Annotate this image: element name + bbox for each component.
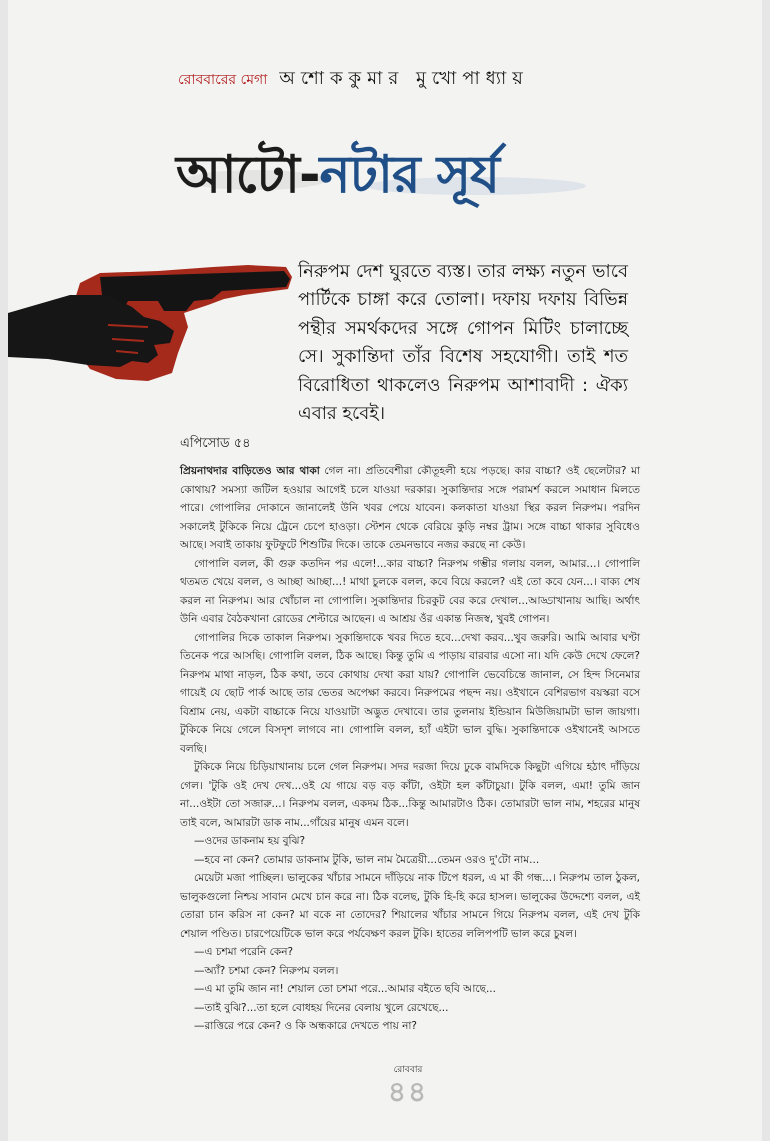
footer-magazine-name: রোববার (393, 1065, 423, 1075)
intro-paragraph: নিরুপম দেশ ঘুরতে ব্যস্ত। তার লক্ষ্য নতুন ভাবে পার্টিকে চাঙ্গা করে তোলা। দফায় দফায় বিভিন্ন পন্থীর সমর্থকদের সঙ্গে গোপন মিটিং চালাচ্ছে সে। সুকান্তিদা তাঁর বিশেষ সহযোগী। তাই শত বিরোধিতা থাকলেও নিরুপম আশাবাদী : ঐক্য এবার হবেই। (298, 261, 628, 425)
series-tag: রোববারের মেগা (178, 72, 268, 88)
story-title (176, 140, 616, 210)
author-name: অশোককুমার মুখোপাধ্যায় (279, 68, 529, 89)
dialogue-line: —তাই বুঝি?...তা হলে বোধহয় দিনের বেলায় খুলে রেখেছে... (194, 1001, 449, 1014)
body-paragraph: গোপালির দিকে তাকাল নিরুপম। সুকান্তিদাকে খবর দিতে হবে...দেখা করব...খুব জরুরি। আমি আবার ঘণ্টা তিনেক পরে আসছি। গোপালি বলল, ঠিক আছে। কিন্তু তুমি এ পাড়ায় বারবার এসো না। যদি কেউ দেখে ফেলে? নিরুপম মাথা নাড়ল, ঠিক কথা, তবে কোথায় দেখা করা যায়? গোপালি ভেবেচিন্তে জানাল, সে হিন্দ সিনেমার গায়েই যে ছোট পার্ক আছে তার ভেতর অপেক্ষা করবে। নিরুপমের পছন্দ নয়। ওইখানে বেশিরভাগ বয়স্করা বসে বিশ্রাম নেয়, একটা বাচ্চাকে নিয়ে যাওয়াটা অদ্ভুত দেখাবে। তার তুলনায় ইন্ডিয়ান মিউজিয়ামটা ভাল জায়গা। টুকিকে নিয়ে গেলে বিসদৃশ লাগবে না। গোপালি বলল, হ্যাঁ এইটা ভাল বুদ্ধি। সুকান্তিদাকে ওইখানেই আসতে বলছি। (180, 631, 640, 755)
dialogue-line: —এ মা তুমি জান না! শেয়াল তো চশমা পরে...আমার বইতে ছবি আছে... (194, 983, 496, 995)
dialogue-line: —অ্যাঁ? চশমা কেন? নিরুপম বলল। (194, 964, 339, 977)
dialogue-line: —হবে না কেন? তোমার ডাকনাম টুকি, ভাল নাম মৈত্রেয়ী...তেমন ওরও দু'টো নাম... (194, 853, 540, 866)
dialogue-line: —ওদের ডাকনাম হয় বুঝি? (194, 835, 306, 847)
title-part-1: আটো- (176, 145, 320, 205)
dialogue-line: —রাত্তিরে পরে কেন? ও কি অন্ধকারে দেখতে পায় না? (194, 1020, 417, 1032)
dialogue-line: —এ চশমা পরেনি কেন? (194, 946, 294, 958)
magazine-page (8, 0, 762, 1141)
story-body (180, 462, 640, 1036)
header-line (178, 64, 529, 89)
title-part-2: নটার সূর্য (319, 145, 500, 205)
body-paragraph: মেয়েটা মজা পাচ্ছিল। ভালুকের খাঁচার সামনে দাঁড়িয়ে নাক টিপে ধরল, এ মা কী গন্ধ...। নিরুপম তাল ঠুকল, ভালুকগুলো নিশ্চয় সাবান মেখে চান করে না। ঠিক বলেছ, টুকি হি-হি করে হাসল। ভালুকের উদ্দেশ্যে বলল, এই তোরা চান করিস না কেন? মা বকে না তোদের? শিয়ালের খাঁচার সামনে গিয়ে নিরুপম বলল, এই দেখ টুকি শেয়াল পণ্ডিত। চারপেয়েটিকে ভাল করে পর্যবেক্ষণ করল টুকি। হাতের ললিপপটি ভাল করে চুষল। (180, 872, 640, 940)
body-paragraph: গোপালি বলল, কী গুরু কতদিন পর এলে!...কার বাচ্চা? নিরুপম গম্ভীর গলায় বলল, আমার...। গোপালি থতমত খেয়ে বলল, ও আচ্ছা আচ্ছা...! মাথা চুলকে বলল, কবে বিয়ে করলে? এই তো কবে যেন...। বাক্য শেষ করল না নিরুপম। আর খোঁচাল না গোপালি। সুকান্তিদার চিরকুট বের করে দেখাল...আড্ডাখানায় আছি। অর্থাৎ উনি এবার বৈঠকখানা রোডের শেল্টারে আছেন। এ আশ্রয় ওঁর একান্ত নিজস্ব, খুবই গোপন। (180, 557, 640, 625)
body-paragraph: টুকিকে নিয়ে চিড়িয়াখানায় চলে গেল নিরুপম। সদর দরজা দিয়ে ঢুকে বামদিকে কিছুটা এগিয়ে হঠাৎ দাঁড়িয়ে গেল। 'টুকি ওই দেখ দেখ...ওই যে গায়ে বড় বড় কাঁটা, ওইটা হল কাঁটাচুয়া। টুকি বলল, এমা! তুমি জান না...ওইটা তো সজারু...। নিরুপম বলল, একদম ঠিক...কিন্তু আমারটাও ঠিক। তোমারটা ভাল নাম, শহরের মানুষ তাই বলে, আমারটা ডাক নাম...গাঁয়ের মানুষ এমন বলে। (180, 761, 640, 829)
lead-in: প্রিয়নাথদার বাড়িতেও আর থাকা (180, 465, 320, 477)
gun-icon (8, 255, 298, 385)
body-paragraph: প্রিয়নাথদার বাড়িতেও আর থাকা গেল না। প্রতিবেশীরা কৌতূহলী হয়ে পড়ছে। কার বাচ্চা? ওই ছেলেটার? মা কোথায়? সমস্যা জটিল হওয়ার আগেই চলে যাওয়া দরকার। সুকান্তিদার সঙ্গে পরামর্শ করলে সমাধান মিলতে পারে। গোপালির দোকানে জানালেই উনি খবর পেয়ে যাবেন। কলকাতা যাওয়া স্থির করল নিরুপম। পরদিন সকালেই টুকিকে নিয়ে ট্রেনে চেপে হাওড়া। স্টেশন থেকে বেরিয়ে কুড়ি নম্বর ট্রাম। সঙ্গে বাচ্চা থাকার সুবিধেও আছে। সবাই তাকায় ফুটফুটে শিশুটির দিকে। তাকে তেমনভাবে নজর করছে না কেউ। (180, 465, 640, 551)
page-number: ৪৪ (387, 1075, 429, 1108)
episode-label: এপিসোড ৫৪ (180, 436, 251, 451)
